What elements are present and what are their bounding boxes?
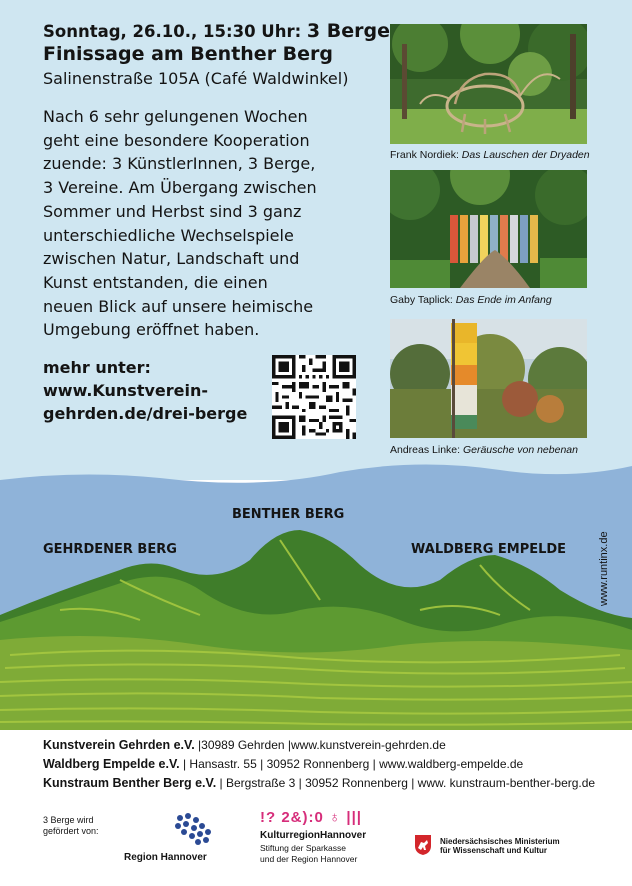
more-info: [43, 356, 247, 425]
event-title: 3 Berge: [306, 20, 390, 42]
footer-kunstverein: [43, 738, 446, 752]
photo-dryaden: [390, 24, 587, 144]
more-url[interactable]: www.Kunstverein-: [43, 381, 209, 400]
org-details: |30989 Gehrden |www.kunstverein-gehrden.de: [194, 738, 446, 752]
region-hannover-label: Region Hannover: [124, 852, 207, 863]
designer-credit: www.runtinx.de: [598, 531, 610, 606]
kulturregion-sub1: Stiftung der Sparkasse: [260, 843, 346, 853]
footer-waldberg: [43, 757, 523, 771]
qr-code[interactable]: [272, 355, 356, 439]
description: [43, 105, 343, 342]
hill-label-empelde: WALDBERG EMPELDE: [411, 542, 567, 557]
description-line: Nach 6 sehr gelungenen Wochen: [43, 107, 308, 126]
ministry-line2: für Wissenschaft und Kultur: [440, 846, 548, 855]
photo-geraeusche: [390, 319, 587, 438]
region-hannover-logo-icon: [172, 812, 214, 846]
event-subtitle: Finissage am Benther Berg: [43, 43, 334, 65]
caption-artist: Andreas Linke:: [390, 444, 463, 456]
description-line: 3 Vereine. Am Übergang zwischen: [43, 178, 317, 198]
hill-label-benther: BENTHER BERG: [232, 507, 345, 522]
kulturregion-name: KulturregionHannover: [260, 830, 367, 841]
more-label: mehr unter:: [43, 358, 151, 377]
kulturregion-sub2: und der Region Hannover: [260, 854, 358, 864]
photo-ende: [390, 170, 587, 288]
description-line: geht eine besondere Kooperation: [43, 130, 310, 150]
event-headline: [43, 20, 390, 66]
org-name: Waldberg Empelde e.V.: [43, 757, 180, 771]
description-line: Sommer und Herbst sind 3 ganz: [43, 201, 302, 221]
org-details: | Hansastr. 55 | 30952 Ronnenberg | www.waldberg-empelde.de: [179, 757, 524, 771]
description-line: Kunst entstanden, die einen: [43, 272, 268, 292]
caption-artist: Frank Nordiek:: [390, 149, 462, 161]
kulturregion-symbols: !? 2&):0 ♁ |||: [260, 809, 363, 826]
event-date: Sonntag, 26.10., 15:30 Uhr:: [43, 22, 307, 41]
description-line: Umgebung eröffnet haben.: [43, 320, 260, 340]
sponsor-note: 3 Berge wird gefördert von:: [43, 815, 99, 836]
caption-dryaden: [390, 149, 590, 161]
description-line: neuen Blick auf unsere heimische: [43, 296, 314, 316]
more-url[interactable]: gehrden.de/drei-berge: [43, 404, 248, 423]
description-line: unterschiedliche Wechselspiele: [43, 225, 294, 245]
footer-kunstraum: [43, 776, 595, 790]
caption-title: Das Lauschen der Dryaden: [461, 149, 590, 161]
caption-artist: Gaby Taplick:: [390, 294, 456, 306]
lower-saxony-crest-icon: [414, 834, 432, 856]
event-address: Salinenstraße 105A (Café Waldwinkel): [43, 69, 349, 88]
org-name: Kunstraum Benther Berg e.V.: [43, 776, 217, 790]
description-line: zwischen Natur, Landschaft und: [43, 249, 300, 269]
caption-ende: [390, 294, 552, 306]
caption-title: Geräusche von nebenan: [462, 444, 578, 456]
org-name: Kunstverein Gehrden e.V.: [43, 738, 195, 752]
org-details: | Bergstraße 3 | 30952 Ronnenberg | www. kunstraum-benther-berg.de: [216, 776, 596, 790]
ministry-line1: Niedersächsisches Ministerium: [440, 837, 560, 846]
description-line: zuende: 3 KünstlerInnen, 3 Berge,: [43, 154, 316, 174]
caption-title: Das Ende im Anfang: [455, 294, 552, 306]
hill-label-gehrden: GEHRDENER BERG: [43, 542, 177, 557]
hills-illustration: [0, 440, 632, 730]
